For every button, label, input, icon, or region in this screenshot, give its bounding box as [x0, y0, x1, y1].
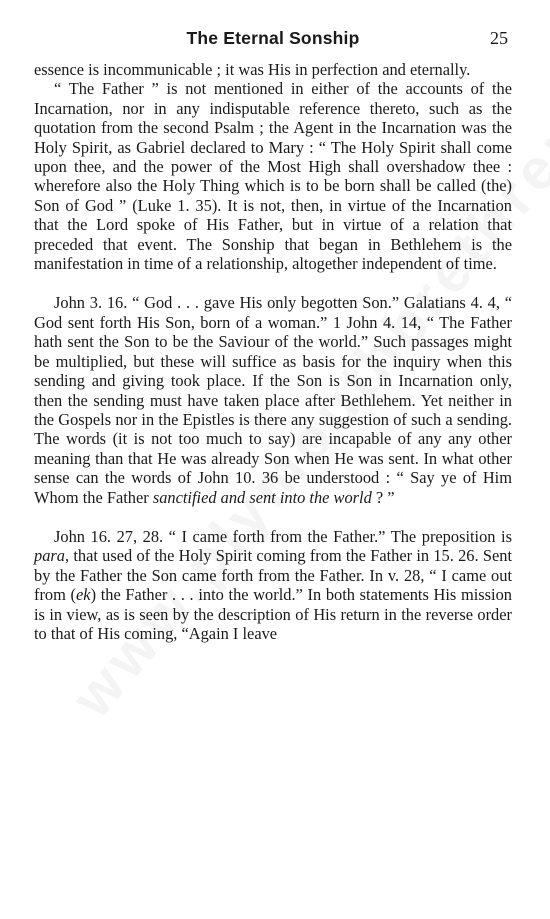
italic-text: sanctified and sent into the world: [152, 487, 372, 507]
text-run: “ The Father ” is not mentioned in either of the accounts of the Incarnation, nor in any indisputable reference thereto, such as the quotation from the second Psalm ; the Agent in the Incarnation was the Holy Spirit, as Gabriel declared to Mary : “ The Holy Spirit shall come upon thee, and the power of the Most High shall overshadow thee : wherefore also the Holy Thing which is to be born shall be called (the) Son of God ” (Luke 1. 35). It is not, then, in virtue of the Incarnation that the Lord spoke of His Father, but in virtue of a relation that preceded that event. The Sonship that began in Bethlehem is the manifestation in time of a relationship, altogether independent of time.: [34, 79, 512, 274]
page-number: 25: [490, 28, 508, 48]
text-run: John 3. 16. “ God . . . gave His only begotten Son.” Galatians 4. 4, “ God sent forth His Son, born of a woman.” 1 John 4. 14, “ The Father hath sent the Son to be the Saviour of the world.” Such passages might be multiplied, but these will suffice as basis for the inquiry when this sending and giving took place. If the Son is Son in Incarnation only, then the sending must have taken place after Bethlehem. Yet neither in the Gospels nor in the Epistles is there any suggestion of such a sending. The words (it is not too much to say) are incapable of any any other meaning than that He was already Son when He was sent. In what other sense can the words of John 10. 36 be understood : “ Say ye of Him Whom the Father: [34, 293, 512, 507]
paragraph-p3: [34, 293, 512, 506]
text-run: ) the Father . . . into the world.” In both statements His mission is in view, as is seen by the description of His return in the reverse order to that of His coming, “Again I leave: [34, 585, 513, 643]
running-header: [34, 28, 512, 54]
body-text: [34, 60, 512, 643]
text-run: John 16. 27, 28. “ I came forth from the Father.” The preposition is: [54, 526, 512, 546]
paragraph-gap: [34, 507, 512, 527]
page-title: The Eternal Sonship: [186, 28, 360, 48]
text-run: essence is incommunicable ; it was His in perfection and eternally.: [34, 60, 471, 79]
paragraph-p1: [34, 60, 512, 79]
italic-text: para,: [34, 546, 70, 566]
paragraph-gap: [34, 273, 512, 293]
italic-text: ek: [76, 585, 91, 605]
text-run: ? ”: [371, 487, 395, 507]
paragraph-p4: [34, 527, 512, 643]
text-run: that used of the Holy Spirit coming from the Father in 15. 26. Sent by the Father the Son came forth from the Father. In v. 28, “ I came out from (: [34, 546, 512, 605]
paragraph-p2: [34, 79, 512, 273]
